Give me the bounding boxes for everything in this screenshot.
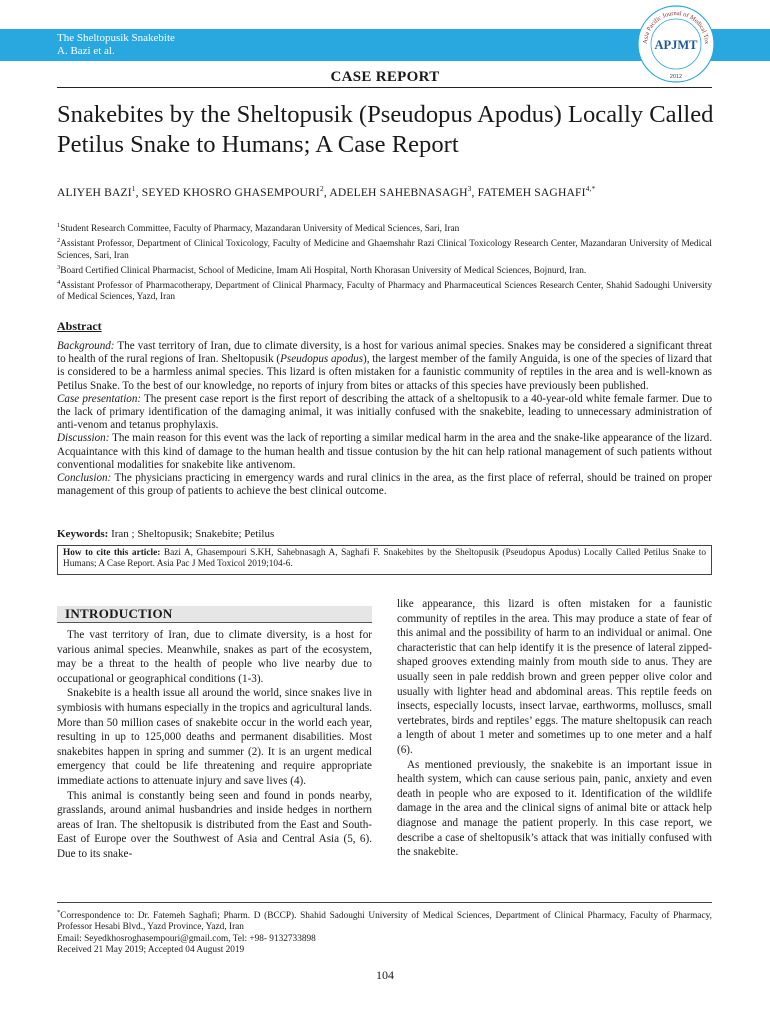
author-sup: 1 xyxy=(131,184,136,193)
author-name: SEYED KHOSRO GHASEMPOURI xyxy=(141,185,320,199)
received-line: Received 21 May 2019; Accepted 04 August 2019 xyxy=(57,944,245,955)
body-column-left xyxy=(57,628,372,862)
author-name: FATEMEH SAGHAFI xyxy=(477,185,586,199)
affiliation: $^2$Assistant Professor, Department of Clinical Toxicology, Faculty of Medicine and Ghaemshahr Razi Clinical Toxicology Research Center, Mazandaran University of Medical Sciences, Sari, Iran xyxy=(57,237,712,261)
author-name: ALIYEH BAZI xyxy=(57,185,132,199)
author-sup: 4,* xyxy=(585,184,596,193)
author-sup: 3 xyxy=(467,184,472,193)
affiliation: $^1$Student Research Committee, Faculty of Pharmacy, Mazandaran University of Medical Sciences, Sari, Iran xyxy=(57,222,460,235)
logo-ring-text: Asia Pacific Journal of Medical Tox xyxy=(641,9,711,45)
logo-year: 2012 xyxy=(669,74,683,80)
correspondence-footnote: *Correspondence to: Dr. Fatemeh Saghafi; Pharm. D (BCCP). Shahid Sadoughi University of Medical Sciences, Department of Clinical Pharmacy, Faculty of Pharmacy, Professor Hesabi Blvd., Yazd Province, Yazd, Iran Email: Seyedkhosroghasempouri@gmail.com, Tel: +98- 9132733898 Received 21 May 2019; Accepted 04 August 2019 xyxy=(57,909,712,955)
abstract-body xyxy=(57,340,712,498)
paragraph: Snakebite is a health issue all around the world, since snakes live in symbiosis with humans especially in the tropics and agricultural lands. More than 50 million cases of snakebite occur in the world each year, resulting in up to 125,000 deaths and permanent disabilities. Most snakebites happen in spring and summer (2). It is an urgent medical emergency that could be life threatening and require appropriate immediate actions to attenuate injury and save lives (4). xyxy=(57,687,372,787)
footnote-rule xyxy=(57,902,712,903)
paragraph: As mentioned previously, the snakebite is an important issue in health system, which can cause serious pain, panic, anxiety and even death in people who are exposed to it. Identification of the wildlife damage in the area and the clinical signs of animal bite or attack help diagnose and manage the patient properly. In this case report, we describe a case of sheltopusik’s attack that was initially confused with the snakebite. xyxy=(397,758,712,859)
running-title: The Sheltopusik Snakebite xyxy=(57,32,175,44)
section-label: CASE REPORT xyxy=(330,69,440,85)
logo-abbrev: APJMT xyxy=(654,38,698,52)
page-number: 104 xyxy=(376,968,394,982)
keywords: Keywords: Iran ; Sheltopusik; Snakebite; Petilus xyxy=(57,528,275,540)
header-rule xyxy=(57,87,712,88)
abstract-background: Background: The vast territory of Iran, due to climate diversity, is a host for various animal species. Snakes may be considered a significant threat to health of the rural regions of Iran. Sheltopusik (Pseudopus apodus), the largest member of the family Anguida, is one of the species of lizard that is considered to be a harmless animal species. This lizard is often mistaken for a faunistic community of reptiles in the area and is well-known as Petilus Snake. To the best of our knowledge, no reports of injury from bites or attacks of this species have previously been published. xyxy=(57,340,712,392)
introduction-heading: INTRODUCTION xyxy=(57,606,372,623)
affiliations xyxy=(57,220,712,304)
author-name: ADELEH SAHEBNASAGH xyxy=(329,185,468,199)
running-authors: A. Bazi et al. xyxy=(57,45,115,57)
body-column-right xyxy=(397,597,712,860)
abstract-discussion: Discussion: The main reason for this event was the lack of reporting a similar medical harm in the area and the snake-like appearance of the lizard. Acquaintance with this kind of damage to the human health and tissue contusion by the hit can help rational management of such patients without conventional modalities for snakebite like antivenom. xyxy=(57,432,712,471)
paragraph: The vast territory of Iran, due to climate diversity, is a host for various animal species. Meanwhile, snakes as part of the ecosystem, may be a threat to the health of people who live nearby due to occupational or geographical conditions (1-3). xyxy=(57,629,372,685)
abstract-case: Case presentation: The present case report is the first report of describing the attack of a sheltopusik to a 40-year-old white female farmer. Due to the lack of primary identification of the damaging animal, it was initially confused with the snakebite, leading to unnecessary administration of anti-venom and tetanus prophylaxis. xyxy=(57,392,712,432)
paragraph: like appearance, this lizard is often mistaken for a faunistic community of reptiles in the area. This may produce a state of fear of this animal and the possibility of harm to an individual or animal. One characteristic that can help identify it is the presence of lateral zipped-shaped grooves extending mainly from mouth side to anus. They are usually seen in pale reddish brown and green pepper olive color and usually with lighter head and abdominal areas. This reptile feeds on insects, especially locusts, insect larvae, earthworms, molluscs, small vertebrates, birds and reptiles’ eggs. The mature sheltopusik can reach a length of about 1 meter and sometimes up to one meter and a half (6). xyxy=(397,598,712,756)
affiliation: $^3$Board Certified Clinical Pharmacist, School of Medicine, Imam Ali Hospital, North Khorasan University of Medical Sciences, Bojnurd, Iran. xyxy=(57,263,587,276)
author-list: ALIYEH BAZI$^1$, SEYED KHOSRO GHASEMPOURI$^2$, ADELEH SAHEBNASAGH$^3$, FATEMEH $SAGHAFI^{4,*}$ xyxy=(57,184,596,199)
article-title: Snakebites by the Sheltopusik (Pseudopus Apodus) Locally Called Petilus Snake to Humans; A Case Report xyxy=(57,101,714,158)
abstract-heading: Abstract xyxy=(57,319,102,333)
abstract-conclusion: Conclusion: The physicians practicing in emergency wards and rural clinics in the area, as the first place of referral, should be trained on proper management of this group of patients to achieve the best clinical outcome. xyxy=(57,472,712,498)
paragraph: This animal is constantly being seen and found in ponds nearby, grasslands, around animal husbandries and inside hedges in northern areas of Iran. The sheltopusik is distributed from the East and South-East of Europe over the Southwest of Asia and Central Asia (5, 6). Due to its snake- xyxy=(57,789,372,860)
email-line: Email: Seyedkhosroghasempouri@gmail.com, Tel: +98- 9132733898 xyxy=(57,933,316,944)
affiliation: $^4$Assistant Professor of Pharmacotherapy, Department of Clinical Pharmacy, Faculty of Pharmacy and Pharmaceutical Sciences Research Center, Shahid Sadoughi University of Medical Sciences, Yazd, Iran xyxy=(57,279,712,303)
author-sup: 2 xyxy=(319,184,324,193)
citation-box: How to cite this article: Bazi A, Ghasempouri S.KH, Sahebnasagh A, Saghafi F. Snakebites by the Sheltopusik (Pseudopus Apodus) Locally Called Petilus Snake to Humans; A Case Report. Asia Pac J Med Toxicol 2019;104-6. xyxy=(57,545,712,575)
